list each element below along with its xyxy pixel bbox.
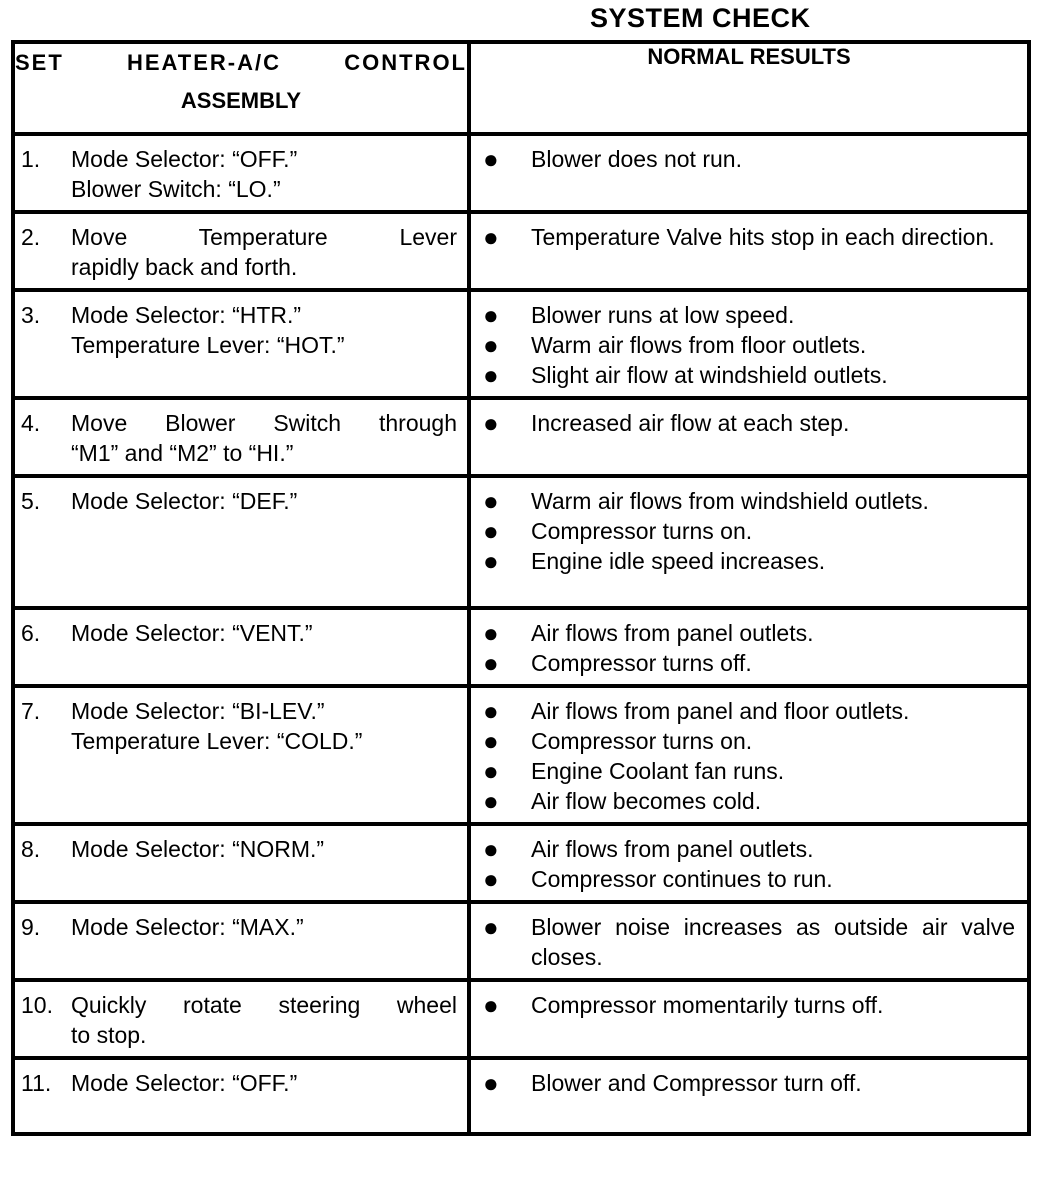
result-text: Air flows from panel outlets. — [531, 836, 814, 862]
step — [15, 610, 467, 654]
results-list — [471, 292, 1027, 396]
column-header-set-control — [13, 42, 469, 134]
table-row — [13, 608, 1029, 686]
step — [15, 214, 467, 288]
result-text: Air flows from panel and floor outlets. — [531, 698, 910, 724]
bullet-icon: ● — [483, 360, 499, 390]
table-row — [13, 902, 1029, 980]
results-cell — [469, 476, 1029, 608]
results-list — [471, 136, 1027, 180]
result-text: Blower does not run. — [531, 146, 742, 172]
step-cell — [13, 824, 469, 902]
step — [15, 982, 467, 1056]
result-text: Blower and Compressor turn off. — [531, 1070, 862, 1096]
bullet-icon: ● — [483, 144, 499, 174]
result-text: Engine Coolant fan runs. — [531, 758, 785, 784]
step-line: Blower Switch: “LO.” — [71, 176, 281, 202]
bullet-icon: ● — [483, 330, 499, 360]
step-text — [71, 834, 457, 864]
step-line: Mode Selector: “NORM.” — [71, 836, 325, 862]
result-item — [477, 912, 1015, 972]
step-cell — [13, 1058, 469, 1134]
result-item — [477, 864, 1015, 894]
results-list — [471, 400, 1027, 444]
step-number: 11. — [21, 1070, 52, 1096]
step-text — [71, 408, 457, 468]
step-text — [71, 990, 457, 1050]
result-text: Compressor continues to run. — [531, 866, 833, 892]
table-row — [13, 686, 1029, 824]
result-item — [477, 756, 1015, 786]
step-text — [71, 696, 457, 756]
result-text: Air flows from panel outlets. — [531, 620, 814, 646]
results-cell — [469, 212, 1029, 290]
page-title: SYSTEM CHECK — [590, 3, 811, 33]
results-list — [471, 478, 1027, 582]
result-text: Compressor turns on. — [531, 518, 753, 544]
result-item — [477, 516, 1015, 546]
result-item — [477, 618, 1015, 648]
step-text — [71, 486, 457, 516]
step-line: Mode Selector: “DEF.” — [71, 488, 298, 514]
result-item — [477, 834, 1015, 864]
step-number: 10. — [21, 992, 53, 1018]
table-row — [13, 212, 1029, 290]
table-row — [13, 134, 1029, 212]
result-item — [477, 408, 1015, 438]
bullet-icon: ● — [483, 696, 499, 726]
result-text: Air flow becomes cold. — [531, 788, 762, 814]
system-check-table — [11, 40, 1031, 1136]
step-line: “M1” and “M2” to “HI.” — [71, 440, 294, 466]
step-number: 3. — [21, 302, 41, 328]
step-line: to stop. — [71, 1022, 147, 1048]
column-header-line-2: ASSEMBLY — [180, 88, 302, 113]
step-line: Move Temperature Lever — [71, 224, 457, 250]
bullet-icon: ● — [483, 300, 499, 330]
step-line: Temperature Lever: “COLD.” — [71, 728, 363, 754]
step-number: 7. — [21, 698, 41, 724]
result-item — [477, 300, 1015, 330]
step-number: 1. — [21, 146, 41, 172]
step-number: 8. — [21, 836, 41, 862]
step-cell — [13, 686, 469, 824]
bullet-icon: ● — [483, 618, 499, 648]
result-item — [477, 648, 1015, 678]
step-line: Mode Selector: “BI-LEV.” — [71, 698, 325, 724]
result-text: Compressor momentarily turns off. — [531, 992, 884, 1018]
table-header-row — [13, 42, 1029, 134]
bullet-icon: ● — [483, 756, 499, 786]
step-line: Mode Selector: “OFF.” — [71, 146, 298, 172]
bullet-icon: ● — [483, 546, 499, 576]
bullet-icon: ● — [483, 912, 499, 942]
bullet-icon: ● — [483, 648, 499, 678]
results-cell — [469, 608, 1029, 686]
step — [15, 904, 467, 948]
step-text — [71, 300, 457, 360]
bullet-icon: ● — [483, 222, 499, 252]
result-item — [477, 990, 1015, 1020]
step-line: Mode Selector: “MAX.” — [71, 914, 304, 940]
bullet-icon: ● — [483, 726, 499, 756]
table-row — [13, 1058, 1029, 1134]
results-list — [471, 904, 1027, 978]
step — [15, 478, 467, 522]
step-text — [71, 222, 457, 282]
bullet-icon: ● — [483, 516, 499, 546]
step-number: 6. — [21, 620, 41, 646]
result-text: Increased air flow at each step. — [531, 410, 850, 436]
step-cell — [13, 212, 469, 290]
result-item — [477, 222, 1015, 252]
results-list — [471, 1060, 1027, 1104]
bullet-icon: ● — [483, 1068, 499, 1098]
bullet-icon: ● — [483, 486, 499, 516]
step — [15, 136, 467, 210]
table-row — [13, 290, 1029, 398]
step-cell — [13, 290, 469, 398]
step-cell — [13, 608, 469, 686]
step — [15, 688, 467, 762]
step — [15, 292, 467, 366]
step — [15, 826, 467, 870]
step-text — [71, 912, 457, 942]
results-list — [471, 826, 1027, 900]
bullet-icon: ● — [483, 834, 499, 864]
result-item — [477, 726, 1015, 756]
result-item — [477, 144, 1015, 174]
result-text: Warm air flows from windshield outlets. — [531, 488, 929, 514]
result-item — [477, 696, 1015, 726]
result-item — [477, 360, 1015, 390]
result-item — [477, 330, 1015, 360]
step-number: 9. — [21, 914, 41, 940]
column-header-normal-results: NORMAL RESULTS — [469, 42, 1029, 134]
results-cell — [469, 902, 1029, 980]
result-item — [477, 546, 1015, 576]
step-line: Quickly rotate steering wheel — [71, 992, 457, 1018]
results-cell — [469, 134, 1029, 212]
results-list — [471, 688, 1027, 822]
bullet-icon: ● — [483, 786, 499, 816]
step-text — [71, 618, 457, 648]
table-row — [13, 980, 1029, 1058]
result-item — [477, 1068, 1015, 1098]
result-text: Compressor turns off. — [531, 650, 752, 676]
results-cell — [469, 398, 1029, 476]
step-number: 2. — [21, 224, 41, 250]
results-cell — [469, 290, 1029, 398]
table-row — [13, 476, 1029, 608]
step-line: Temperature Lever: “HOT.” — [71, 332, 345, 358]
results-list — [471, 214, 1027, 258]
result-item — [477, 786, 1015, 816]
bullet-icon: ● — [483, 408, 499, 438]
step-line: rapidly back and forth. — [71, 254, 298, 280]
results-list — [471, 610, 1027, 684]
step-cell — [13, 134, 469, 212]
table-row — [13, 824, 1029, 902]
step-cell — [13, 476, 469, 608]
step-line: Move Blower Switch through — [71, 410, 457, 436]
step-line: Mode Selector: “OFF.” — [71, 1070, 298, 1096]
column-header-line-1: SET HEATER-A/C CONTROL — [15, 50, 467, 75]
step — [15, 400, 467, 474]
step-text — [71, 1068, 457, 1098]
result-text: Blower runs at low speed. — [531, 302, 795, 328]
result-text: Temperature Valve hits stop in each direction. — [531, 224, 995, 250]
step-cell — [13, 902, 469, 980]
result-text: Slight air flow at windshield outlets. — [531, 362, 888, 388]
bullet-icon: ● — [483, 990, 499, 1020]
result-text: Warm air flows from floor outlets. — [531, 332, 867, 358]
result-text: Blower noise increases as outside air valve closes. — [531, 914, 1015, 970]
result-text: Compressor turns on. — [531, 728, 753, 754]
results-cell — [469, 686, 1029, 824]
bullet-icon: ● — [483, 864, 499, 894]
results-cell — [469, 980, 1029, 1058]
step-number: 5. — [21, 488, 41, 514]
table-row — [13, 398, 1029, 476]
results-cell — [469, 824, 1029, 902]
step-line: Mode Selector: “VENT.” — [71, 620, 313, 646]
step-text — [71, 144, 457, 204]
step-cell — [13, 980, 469, 1058]
step-number: 4. — [21, 410, 41, 436]
result-text: Engine idle speed increases. — [531, 548, 826, 574]
results-list — [471, 982, 1027, 1026]
results-cell — [469, 1058, 1029, 1134]
result-item — [477, 486, 1015, 516]
step — [15, 1060, 467, 1104]
step-line: Mode Selector: “HTR.” — [71, 302, 302, 328]
step-cell — [13, 398, 469, 476]
